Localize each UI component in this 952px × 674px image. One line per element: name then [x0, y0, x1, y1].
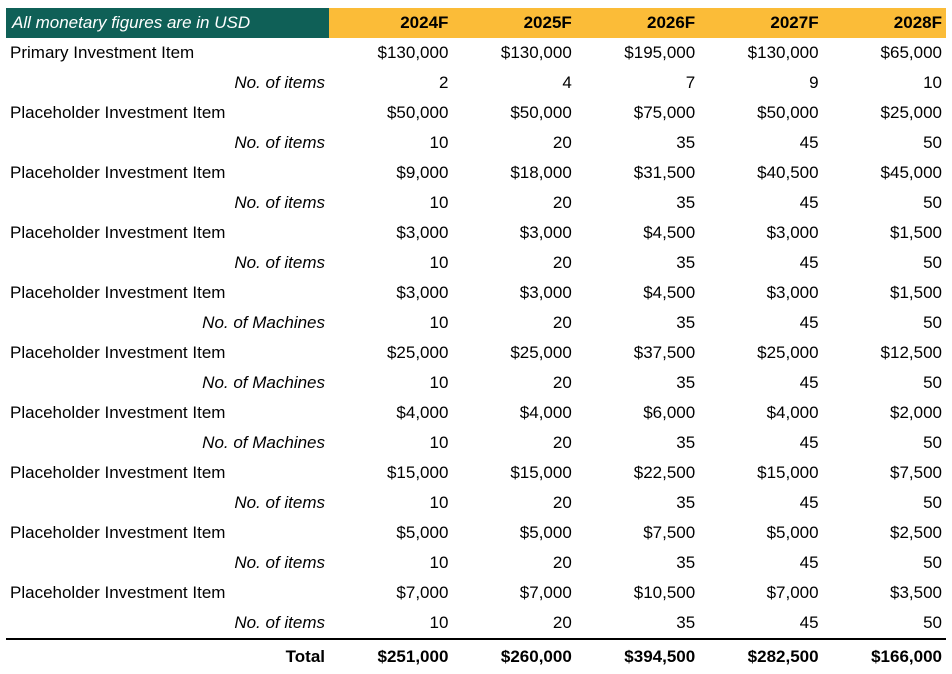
item-count-label[interactable]: No. of Machines [202, 433, 326, 452]
count-cell[interactable]: 50 [923, 553, 942, 572]
count-cell[interactable]: 20 [552, 313, 572, 332]
count-cell[interactable]: 4 [562, 73, 572, 92]
amount-cell[interactable]: $4,500 [643, 283, 696, 302]
item-count-row [6, 248, 946, 278]
count-cell[interactable]: 35 [676, 553, 696, 572]
amount-cell[interactable]: $2,500 [890, 523, 942, 542]
item-count-row [6, 548, 946, 578]
investment-item-row [6, 278, 946, 308]
investment-item-label[interactable]: Placeholder Investment Item [10, 103, 226, 122]
count-cell[interactable]: 35 [676, 193, 696, 212]
count-cell[interactable]: 45 [799, 253, 819, 272]
amount-cell[interactable]: $37,500 [633, 343, 696, 362]
amount-cell[interactable]: $15,000 [510, 463, 572, 482]
investment-item-label[interactable]: Placeholder Investment Item [10, 463, 226, 482]
amount-cell[interactable]: $25,000 [386, 343, 449, 362]
count-cell[interactable]: 45 [799, 433, 819, 452]
count-cell[interactable]: 7 [685, 73, 696, 92]
total-cell[interactable]: $166,000 [823, 639, 946, 674]
amount-cell[interactable]: $31,500 [633, 163, 696, 182]
amount-cell[interactable]: $7,000 [766, 583, 819, 602]
count-cell[interactable]: 20 [552, 493, 572, 512]
count-cell[interactable]: 45 [799, 193, 819, 212]
amount-cell[interactable]: $25,000 [757, 343, 819, 362]
header-row [6, 8, 946, 38]
amount-cell[interactable]: $7,000 [396, 583, 449, 602]
count-cell[interactable]: 35 [676, 493, 696, 512]
investment-item-row [6, 518, 946, 548]
item-count-label[interactable]: No. of items [234, 253, 326, 272]
total-row [6, 639, 946, 674]
count-cell[interactable]: 35 [676, 313, 696, 332]
year-header[interactable]: 2025F [452, 8, 575, 38]
count-cell[interactable]: 50 [923, 313, 942, 332]
item-count-label[interactable]: No. of items [234, 553, 326, 572]
total-cell[interactable]: $251,000 [329, 639, 452, 674]
amount-cell[interactable]: $7,500 [643, 523, 696, 542]
item-count-label[interactable]: No. of Machines [202, 373, 326, 392]
count-cell[interactable]: 50 [923, 193, 942, 212]
count-cell[interactable]: 50 [923, 253, 942, 272]
amount-cell[interactable]: $50,000 [386, 103, 449, 122]
investment-item-row [6, 218, 946, 248]
count-cell[interactable]: 20 [552, 553, 572, 572]
amount-cell[interactable]: $7,000 [519, 583, 572, 602]
count-cell[interactable]: 10 [923, 73, 942, 92]
investment-table [6, 8, 946, 674]
investment-item-label[interactable]: Primary Investment Item [10, 43, 195, 62]
count-cell[interactable]: 45 [799, 313, 819, 332]
amount-cell[interactable]: $15,000 [757, 463, 819, 482]
amount-cell[interactable]: $1,500 [890, 283, 942, 302]
item-count-row [6, 428, 946, 458]
investment-item-label[interactable]: Placeholder Investment Item [10, 223, 226, 242]
amount-cell[interactable]: $1,500 [890, 223, 942, 242]
amount-cell[interactable]: $3,000 [766, 223, 819, 242]
year-header[interactable]: 2026F [576, 8, 699, 38]
count-cell[interactable]: 20 [552, 193, 572, 212]
count-cell[interactable]: 20 [552, 253, 572, 272]
amount-cell[interactable]: $25,000 [880, 103, 942, 122]
count-cell[interactable]: 20 [552, 433, 572, 452]
count-cell[interactable]: 50 [923, 133, 942, 152]
count-cell[interactable]: 35 [676, 253, 696, 272]
count-cell[interactable]: 50 [923, 433, 942, 452]
amount-cell[interactable]: $9,000 [396, 163, 449, 182]
item-count-label[interactable]: No. of items [234, 133, 326, 152]
amount-cell[interactable]: $22,500 [633, 463, 696, 482]
item-count-row [6, 128, 946, 158]
amount-cell[interactable]: $3,000 [396, 283, 449, 302]
amount-cell[interactable]: $75,000 [633, 103, 696, 122]
count-cell[interactable]: 10 [429, 553, 449, 572]
item-count-label[interactable]: No. of Machines [202, 313, 326, 332]
amount-cell[interactable]: $18,000 [510, 163, 572, 182]
investment-item-row [6, 398, 946, 428]
item-count-row [6, 308, 946, 338]
amount-cell[interactable]: $4,500 [643, 223, 696, 242]
count-cell[interactable]: 50 [923, 613, 942, 632]
count-cell[interactable]: 10 [429, 373, 449, 392]
amount-cell[interactable]: $10,500 [633, 583, 696, 602]
amount-cell[interactable]: $195,000 [624, 43, 696, 62]
total-cell[interactable]: $260,000 [452, 639, 575, 674]
amount-cell[interactable]: $5,000 [396, 523, 449, 542]
amount-cell[interactable]: $3,500 [890, 583, 942, 602]
count-cell[interactable]: 50 [923, 493, 942, 512]
item-count-label[interactable]: No. of items [234, 73, 326, 92]
amount-cell[interactable]: $7,500 [890, 463, 942, 482]
amount-cell[interactable]: $4,000 [766, 403, 819, 422]
total-label[interactable]: Total [6, 639, 329, 674]
year-header[interactable]: 2024F [329, 8, 452, 38]
count-cell[interactable]: 10 [429, 613, 449, 632]
count-cell[interactable]: 20 [552, 613, 572, 632]
amount-cell[interactable]: $2,000 [890, 403, 942, 422]
count-cell[interactable]: 50 [923, 373, 942, 392]
investment-item-label[interactable]: Placeholder Investment Item [10, 163, 226, 182]
count-cell[interactable]: 10 [429, 433, 449, 452]
count-cell[interactable]: 35 [676, 373, 696, 392]
count-cell[interactable]: 35 [676, 133, 696, 152]
investment-item-row [6, 38, 946, 68]
currency-note-header[interactable]: All monetary figures are in USD [6, 8, 329, 38]
investment-item-label[interactable]: Placeholder Investment Item [10, 403, 226, 422]
investment-item-row [6, 578, 946, 608]
item-count-row [6, 488, 946, 518]
amount-cell[interactable]: $50,000 [510, 103, 572, 122]
amount-cell[interactable]: $3,000 [519, 283, 572, 302]
count-cell[interactable]: 45 [799, 373, 819, 392]
amount-cell[interactable]: $130,000 [747, 43, 819, 62]
amount-cell[interactable]: $40,500 [757, 163, 819, 182]
investment-item-row [6, 338, 946, 368]
count-cell[interactable]: 45 [799, 553, 819, 572]
count-cell[interactable]: 35 [676, 613, 696, 632]
amount-cell[interactable]: $3,000 [519, 223, 572, 242]
item-count-label[interactable]: No. of items [234, 193, 326, 212]
table-body [6, 38, 946, 674]
amount-cell[interactable]: $4,000 [396, 403, 449, 422]
total-cell[interactable]: $394,500 [576, 639, 699, 674]
count-cell[interactable]: 10 [429, 193, 449, 212]
amount-cell[interactable]: $45,000 [880, 163, 942, 182]
item-count-row [6, 188, 946, 218]
item-count-row [6, 368, 946, 398]
count-cell[interactable]: 2 [438, 73, 449, 92]
amount-cell[interactable]: $25,000 [510, 343, 572, 362]
year-header[interactable]: 2028F [823, 8, 946, 38]
count-cell[interactable]: 45 [799, 613, 819, 632]
amount-cell[interactable]: $15,000 [386, 463, 449, 482]
count-cell[interactable]: 10 [429, 253, 449, 272]
count-cell[interactable]: 10 [429, 313, 449, 332]
count-cell[interactable]: 35 [676, 433, 696, 452]
item-count-row [6, 68, 946, 98]
amount-cell[interactable]: $6,000 [643, 403, 696, 422]
count-cell[interactable]: 9 [809, 73, 819, 92]
amount-cell[interactable]: $130,000 [377, 43, 449, 62]
amount-cell[interactable]: $50,000 [757, 103, 819, 122]
amount-cell[interactable]: $3,000 [396, 223, 449, 242]
count-cell[interactable]: 10 [429, 493, 449, 512]
investment-item-label[interactable]: Placeholder Investment Item [10, 523, 226, 542]
amount-cell[interactable]: $3,000 [766, 283, 819, 302]
item-count-row [6, 608, 946, 639]
count-cell[interactable]: 45 [799, 493, 819, 512]
year-header[interactable]: 2027F [699, 8, 822, 38]
amount-cell[interactable]: $65,000 [880, 43, 942, 62]
amount-cell[interactable]: $5,000 [766, 523, 819, 542]
investment-item-label[interactable]: Placeholder Investment Item [10, 343, 226, 362]
amount-cell[interactable]: $5,000 [519, 523, 572, 542]
count-cell[interactable]: 20 [552, 373, 572, 392]
investment-item-row [6, 158, 946, 188]
amount-cell[interactable]: $4,000 [519, 403, 572, 422]
count-cell[interactable]: 10 [429, 133, 449, 152]
amount-cell[interactable]: $130,000 [500, 43, 572, 62]
investment-item-label[interactable]: Placeholder Investment Item [10, 283, 226, 302]
investment-item-label[interactable]: Placeholder Investment Item [10, 583, 226, 602]
investment-item-row [6, 98, 946, 128]
item-count-label[interactable]: No. of items [234, 613, 326, 632]
count-cell[interactable]: 45 [799, 133, 819, 152]
item-count-label[interactable]: No. of items [234, 493, 326, 512]
total-cell[interactable]: $282,500 [699, 639, 822, 674]
count-cell[interactable]: 20 [552, 133, 572, 152]
amount-cell[interactable]: $12,500 [880, 343, 942, 362]
investment-item-row [6, 458, 946, 488]
